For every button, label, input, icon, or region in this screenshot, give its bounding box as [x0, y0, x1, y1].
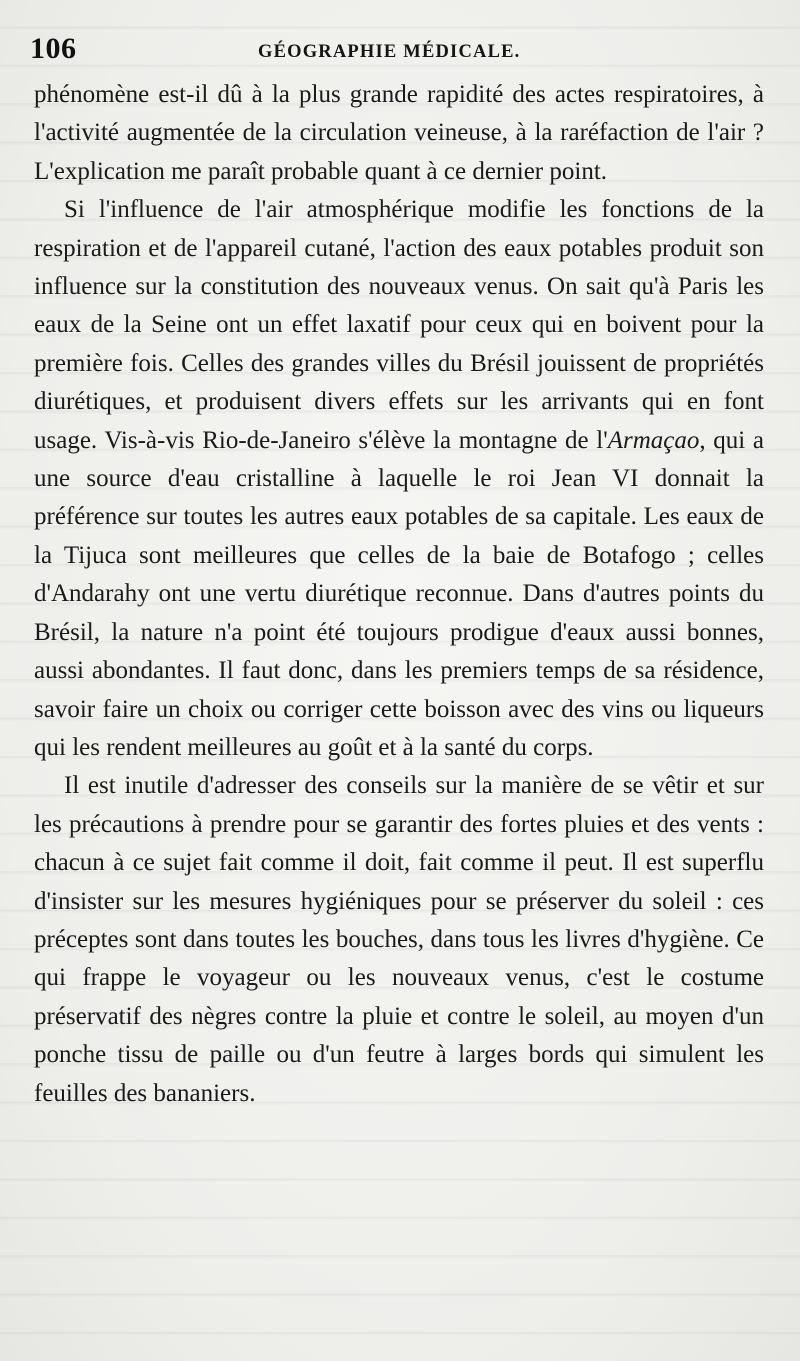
paragraph-1-text: phénomène est-il dû à la plus grande rapidité des actes respiratoires, à l'activité augmentée de la circulation veineuse, à la raréfaction de l'air ? L'explication me paraît probable quant à ce dernier point. [34, 81, 764, 185]
paragraph-2-text: Si l'influence de l'air atmosphérique modifie les fonctions de la respiration et de l'appareil cutané, l'action des eaux potables produit son influence sur la constitution des nouveaux venus. On sait qu'à Paris les eaux de la Seine ont un effet laxatif pour ceux qui en boivent pour la première fois. Celles des grandes villes du Brésil jouissent de propriétés diurétiques, et produisent divers effets sur les arrivants qui en font usage. Vis-à-vis Rio-de-Janeiro s'élève la montagne de l' [34, 196, 764, 454]
running-title: GÉOGRAPHIE MÉDICALE. [258, 42, 521, 62]
place-name-italic: Armaçao [607, 426, 700, 454]
paragraph-2 [34, 191, 764, 767]
page-header [30, 32, 770, 72]
paragraph-1 [34, 76, 764, 191]
paragraph-3-text: Il est inutile d'adresser des conseils sur la manière de se vêtir et sur les précautions à prendre pour se garantir des fortes pluies et des vents : chacun à ce sujet fait comme il doit, fait comme il peut. Il est superflu d'insister sur les mesures hygiéniques pour se préserver du soleil : ces préceptes sont dans toutes les bouches, dans tous les livres d'hygiène. Ce qui frappe le voyageur ou les nouveaux venus, c'est le costume préservatif des nègres contre la pluie et contre le soleil, au moyen d'un ponche tissu de paille ou d'un feutre à larges bords qui simulent les feuilles des bananiers. [34, 772, 764, 1107]
page-body [34, 76, 764, 1113]
page-number: 106 [30, 32, 77, 65]
paragraph-3 [34, 767, 764, 1113]
paragraph-2-text-continued: , qui a une source d'eau cristalline à laquelle le roi Jean VI donnait la préférence sur toutes les autres eaux potables de sa capitale. Les eaux de la Tijuca sont meilleures que celles de la baie de Botafogo ; celles d'Andarahy ont une vertu diurétique reconnue. Dans d'autres points du Brésil, la nature n'a point été toujours prodigue d'eaux aussi bonnes, aussi abondantes. Il faut donc, dans les premiers temps de sa résidence, savoir faire un choix ou corriger cette boisson avec des vins ou liqueurs qui les rendent meilleures au goût et à la santé du corps. [34, 426, 764, 761]
